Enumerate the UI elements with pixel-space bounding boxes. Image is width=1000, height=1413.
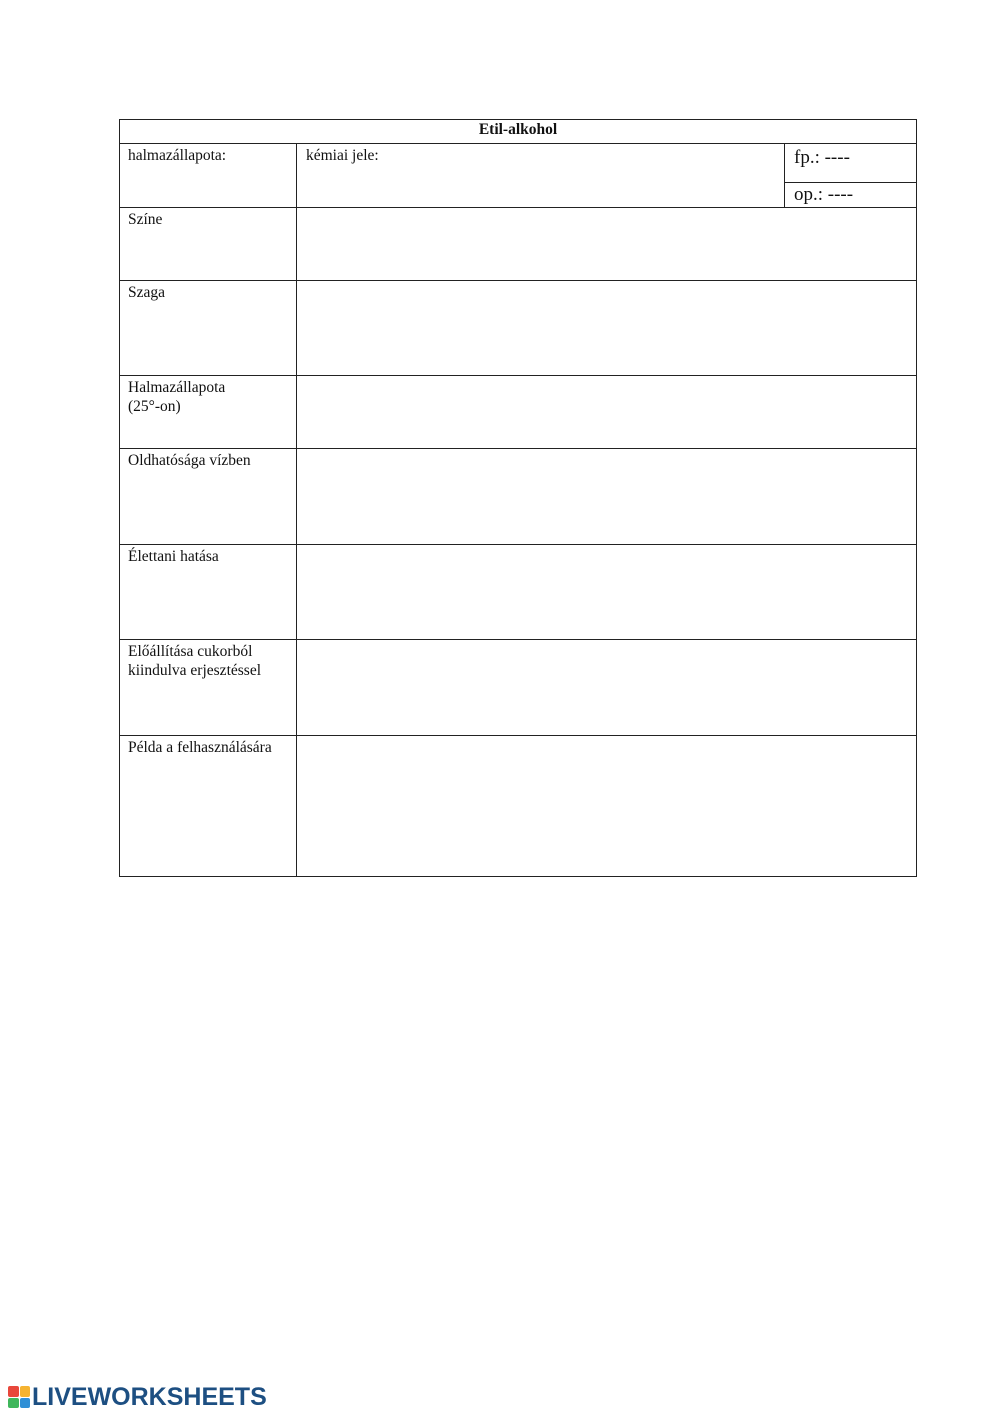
- answer-cell-usage-example[interactable]: [297, 736, 917, 877]
- answer-field[interactable]: [297, 449, 916, 544]
- formula-label: kémiai jele:: [306, 147, 379, 164]
- row-label-production: [120, 640, 297, 736]
- answer-field[interactable]: [297, 640, 916, 735]
- table-row: [120, 376, 917, 449]
- logo-square-green: [8, 1398, 19, 1409]
- answer-cell-color[interactable]: [297, 208, 917, 281]
- melting-point-label: op.: ----: [794, 184, 854, 205]
- answer-field[interactable]: [297, 376, 916, 448]
- row-label-color: [120, 208, 297, 281]
- row-label-solubility: [120, 449, 297, 545]
- row-label-text: Példa a felhasználására: [128, 739, 272, 756]
- answer-field[interactable]: [297, 545, 916, 639]
- table-row: [120, 449, 917, 545]
- table-row: [120, 736, 917, 877]
- row-label-text: Halmazállapota: [128, 379, 226, 396]
- melting-point-cell[interactable]: [785, 183, 917, 208]
- answer-field[interactable]: [297, 208, 916, 280]
- answer-cell-state[interactable]: [297, 376, 917, 449]
- liveworksheets-logo-icon: [8, 1386, 30, 1408]
- answer-cell-physiological-effect[interactable]: [297, 545, 917, 640]
- row-label-text: Oldhatósága vízben: [128, 452, 251, 469]
- row-label-text-line2: kiindulva erjesztéssel: [128, 662, 261, 679]
- boiling-point-label: fp.: ----: [794, 147, 850, 168]
- worksheet-title: Etil-alkohol: [120, 120, 917, 144]
- row-label-physiological-effect: [120, 545, 297, 640]
- brand-name: LIVEWORKSHEETS: [32, 1383, 267, 1411]
- row-label-state: [120, 376, 297, 449]
- table-row: [120, 281, 917, 376]
- row-label-text-line2: (25°-on): [128, 398, 181, 415]
- formula-cell[interactable]: [297, 144, 785, 208]
- table-row: [120, 640, 917, 736]
- state-label-cell: [120, 144, 297, 208]
- worksheet-table: [119, 119, 917, 877]
- row-label-smell: [120, 281, 297, 376]
- state-label: halmazállapota:: [128, 147, 227, 164]
- answer-cell-production[interactable]: [297, 640, 917, 736]
- answer-field[interactable]: [297, 281, 916, 375]
- row-label-text: Élettani hatása: [128, 548, 219, 565]
- logo-square-yellow: [20, 1386, 31, 1397]
- liveworksheets-logo[interactable]: [8, 1383, 267, 1411]
- row-label-text: Színe: [128, 211, 163, 228]
- answer-cell-smell[interactable]: [297, 281, 917, 376]
- table-row: [120, 208, 917, 281]
- logo-square-red: [8, 1386, 19, 1397]
- boiling-point-cell[interactable]: [785, 144, 917, 183]
- row-label-usage-example: [120, 736, 297, 877]
- answer-field[interactable]: [297, 736, 916, 876]
- logo-square-blue: [20, 1398, 31, 1409]
- answer-cell-solubility[interactable]: [297, 449, 917, 545]
- row-label-text: Előállítása cukorból: [128, 643, 253, 660]
- table-row: [120, 545, 917, 640]
- row-label-text: Szaga: [128, 284, 166, 301]
